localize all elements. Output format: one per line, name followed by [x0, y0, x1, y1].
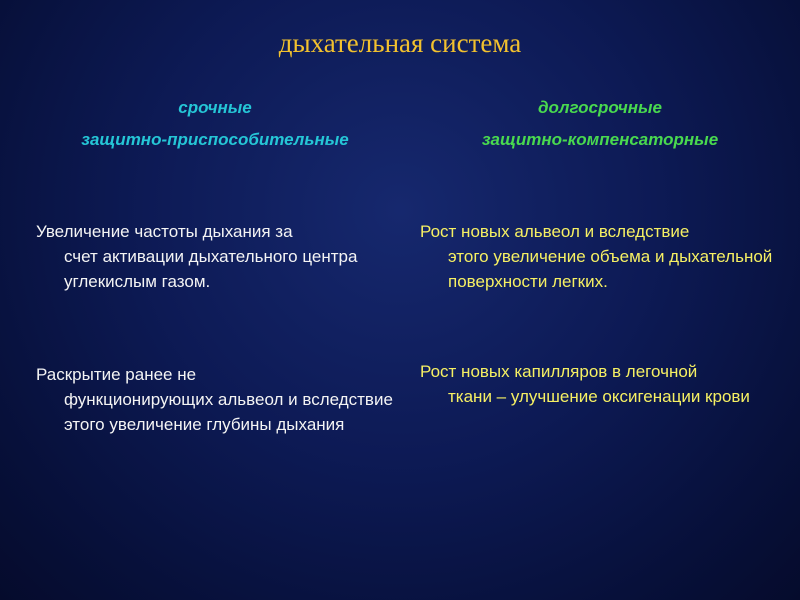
left-heading-line1: срочные	[178, 98, 252, 117]
right-item-2-first-line: Рост новых капилляров в легочной	[420, 362, 698, 381]
right-item-2	[420, 359, 790, 409]
left-heading-line2: защитно-приспособительные	[81, 130, 349, 149]
right-item-1-rest: этого увеличение объема и дыхательной поверхности легких.	[448, 247, 773, 291]
right-item-2-rest: ткани – улучшение оксигенации крови	[448, 387, 750, 406]
left-item-1-first-line: Увеличение частоты дыхания за	[36, 222, 293, 241]
left-item-1	[36, 219, 396, 294]
left-item-1-rest: счет активации дыхательного центра углекислым газом.	[64, 247, 358, 291]
slide-title: дыхательная система	[278, 28, 522, 58]
right-item-1	[420, 219, 790, 294]
left-item-2	[36, 362, 396, 437]
right-heading-line1: долгосрочные	[537, 98, 663, 117]
right-heading-line2: защитно-компенсаторные	[481, 130, 719, 149]
left-item-2-rest: функционирующих альвеол и вследствие этого увеличение глубины дыхания	[64, 390, 393, 434]
right-item-1-first-line: Рост новых альвеол и вследствие	[420, 222, 690, 241]
right-column-heading	[410, 92, 790, 156]
left-item-2-first-line: Раскрытие ранее не	[36, 365, 197, 384]
left-column-heading	[20, 92, 410, 156]
